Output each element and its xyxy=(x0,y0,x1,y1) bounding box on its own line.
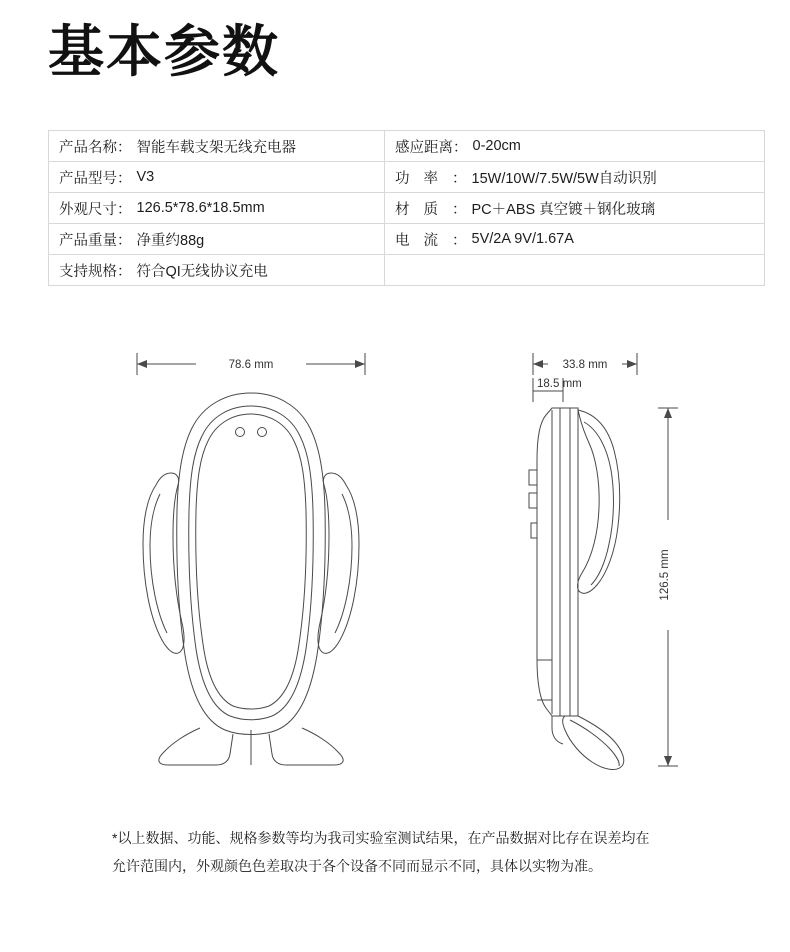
table-row xyxy=(49,224,765,255)
spec-colon: ： xyxy=(117,139,132,156)
table-row xyxy=(49,162,765,193)
product-technical-drawing xyxy=(0,330,790,800)
spec-value: 智能车载支架无线充电器 xyxy=(136,139,296,156)
page-title: 基本参数 xyxy=(48,20,280,85)
table-cell-left xyxy=(49,193,385,224)
side-width-label: 33.8 mm xyxy=(562,359,608,371)
spec-value: 0-20cm xyxy=(472,138,521,154)
spec-value: 15W/10W/7.5W/5W自动识别 xyxy=(471,170,657,187)
table-cell-right xyxy=(385,193,765,224)
spec-key: 电流 xyxy=(395,232,452,249)
footnote xyxy=(112,824,692,880)
specification-table xyxy=(48,130,765,286)
spec-colon: ： xyxy=(117,201,132,218)
spec-key: 感应距离 xyxy=(395,139,453,156)
table-cell-right-empty xyxy=(385,255,765,286)
spec-colon: ： xyxy=(452,232,467,249)
table-cell-right xyxy=(385,162,765,193)
spec-key: 产品名称 xyxy=(59,139,117,156)
spec-colon: ： xyxy=(452,170,467,187)
footnote-line-1: *以上数据、功能、规格参数等均为我司实验室测试结果，在产品数据对比存在误差均在 xyxy=(112,830,650,846)
spec-key: 产品重量 xyxy=(59,232,117,249)
spec-key: 产品型号 xyxy=(59,170,117,187)
side-view-outline xyxy=(529,408,624,769)
table-cell-left xyxy=(49,162,385,193)
spec-key: 材质 xyxy=(395,201,452,218)
table-cell-right xyxy=(385,224,765,255)
table-row xyxy=(49,131,765,162)
spec-colon: ： xyxy=(117,263,132,280)
spec-key: 功率 xyxy=(395,170,452,187)
spec-value: 5V/2A 9V/1.67A xyxy=(471,231,574,247)
table-cell-right xyxy=(385,131,765,162)
spec-value: PC＋ABS 真空镀＋钢化玻璃 xyxy=(471,201,656,218)
spec-colon: ： xyxy=(453,139,468,156)
footnote-line-2: 允许范围内，外观颜色色差取决于各个设备不同而显示不同，具体以实物为准。 xyxy=(112,858,602,874)
front-width-label: 78.6 mm xyxy=(228,359,274,371)
front-view-outline xyxy=(143,393,359,765)
table-row xyxy=(49,193,765,224)
spec-value: 符合QI无线协议充电 xyxy=(136,263,268,280)
table-cell-left xyxy=(49,224,385,255)
table-cell-left xyxy=(49,255,385,286)
table-row xyxy=(49,255,765,286)
spec-colon: ： xyxy=(117,232,132,249)
table-cell-left xyxy=(49,131,385,162)
thickness-label: 18.5 mm xyxy=(537,378,582,390)
spec-value: V3 xyxy=(136,169,155,185)
height-label: 126.5 mm xyxy=(659,549,671,601)
spec-key: 外观尺寸 xyxy=(59,201,117,218)
spec-value: 净重约88g xyxy=(136,232,205,249)
spec-key: 支持规格 xyxy=(59,263,117,280)
spec-value: 126.5*78.6*18.5mm xyxy=(136,200,265,216)
spec-colon: ： xyxy=(117,170,132,187)
spec-colon: ： xyxy=(452,201,467,218)
